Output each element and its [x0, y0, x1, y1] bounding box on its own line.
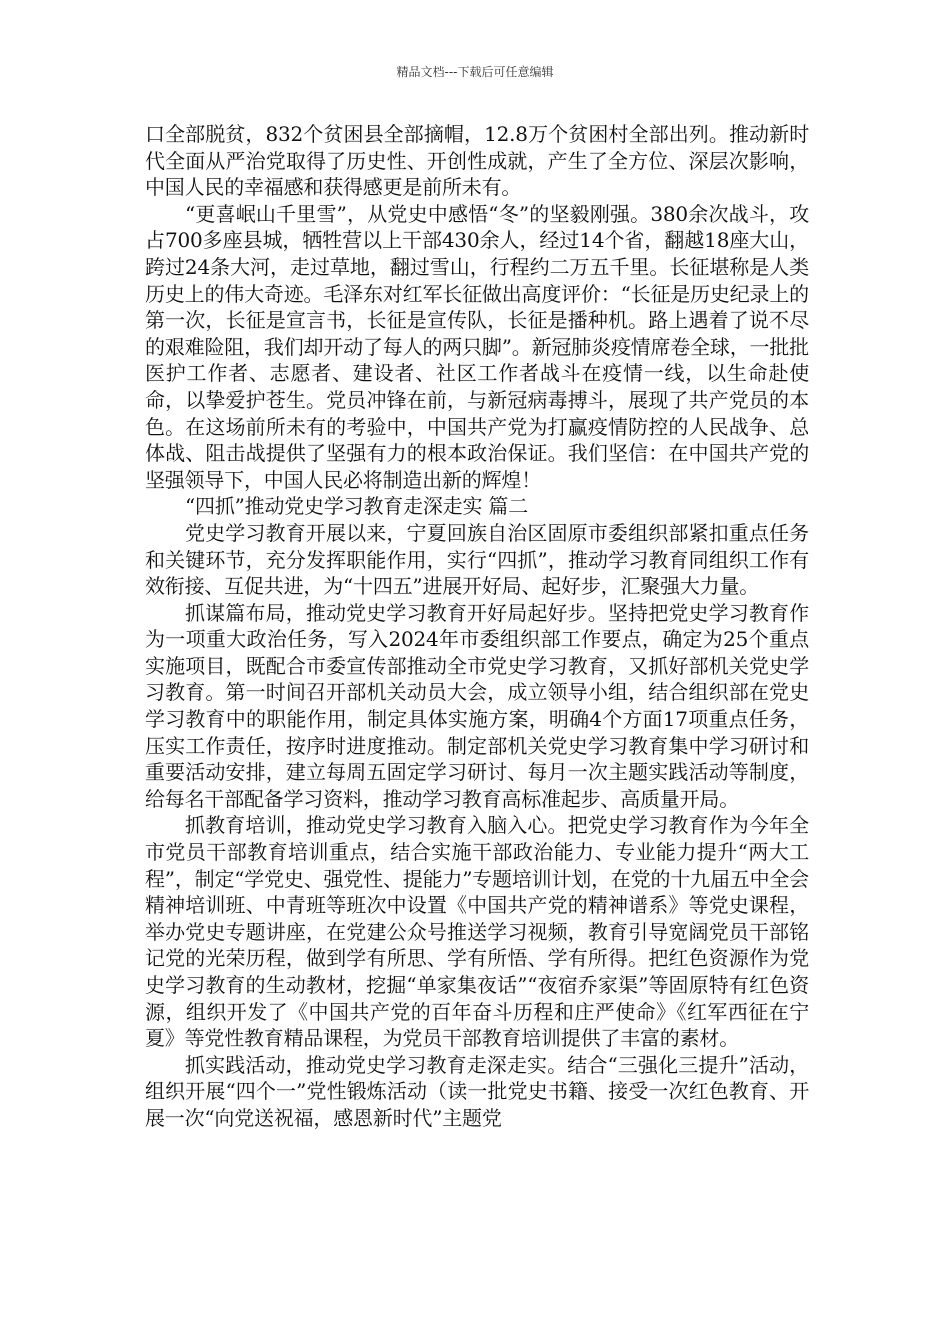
paragraph-5: 抓教育培训，推动党史学习教育入脑入心。把党史学习教育作为今年全市党员干部教育培训重点，结合实施干部政治能力、专业能力提升“两大工程”，制定“学党史、强党性、提能力”专题培训计划，在党的十九届五中全会精神培训班、中青班等班次中设置《中国共产党的精神谱系》等党史课程，举办党史专题讲座，在党建公众号推送学习视频，教育引导宽阔党员干部铭记党的光荣历程，做到学有所思、学有所悟、学有所得。把红色资源作为党史学习教育的生动教材，挖掘“单家集夜话”“夜宿乔家渠”等固原特有红色资源，组织开发了《中国共产党的百年奋斗历程和庄严使命》《红军西征在宁夏》等党性教育精品课程，为党员干部教育培训提供了丰富的素材。	[145, 813, 809, 1051]
document-body	[145, 121, 809, 1132]
paragraph-3: 党史学习教育开展以来，宁夏回族自治区固原市委组织部紧扣重点任务和关键环节，充分发挥职能作用，实行“四抓”，推动学习教育同组织工作有效衔接、互促共进，为“十四五”进展开好局、起好步，汇聚强大力量。	[145, 520, 809, 599]
paragraph-1: 口全部脱贫，832个贫困县全部摘帽，12.8万个贫困村全部出列。推动新时代全面从严治党取得了历史性、开创性成就，产生了全方位、深层次影响，中国人民的幸福感和获得感更是前所未有。	[145, 122, 809, 200]
section-heading: “四抓”推动党史学习教育走深走实 篇二	[185, 494, 529, 519]
paragraph-6: 抓实践活动，推动党史学习教育走深走实。结合“三强化三提升”活动，组织开展“四个一”党性锻炼活动（读一批党史书籍、接受一次红色教育、开展一次“向党送祝福，感恩新时代”主题党	[145, 1052, 809, 1130]
paragraph-4: 抓谋篇布局，推动党史学习教育开好局起好步。坚持把党史学习教育作为一项重大政治任务，写入2024年市委组织部工作要点，确定为25个重点实施项目，既配合市委宣传部推动全市党史学习教育，又抓好部机关党史学习教育。第一时间召开部机关动员大会，成立领导小组，结合组织部在党史学习教育中的职能作用，制定具体实施方案，明确4个方面17项重点任务，压实工作责任，按序时进度推动。制定部机关党史学习教育集中学习研讨和重要活动安排，建立每周五固定学习研讨、每月一次主题实践活动等制度，给每名干部配备学习资料，推动学习教育高标准起步、高质量开局。	[145, 600, 809, 811]
page-header: 精品文档---下载后可任意编辑	[396, 65, 554, 79]
paragraph-2: “更喜岷山千里雪”，从党史中感悟“冬”的坚毅刚强。380余次战斗，攻占700多座县城，牺牲营以上干部430余人，经过14个省，翻越18座大山，跨过24条大河，走过草地，翻过雪山，行程约二万五千里。长征堪称是人类历史上的伟大奇迹。毛泽东对红军长征做出高度评价：“长征是历史纪录上的第一次，长征是宣言书，长征是宣传队，长征是播种机。路上遇着了说不尽的艰难险阻，我们却开动了每人的两只脚”。新冠肺炎疫情席卷全球，一批批医护工作者、志愿者、建设者、社区工作者战斗在疫情一线，以生命赴使命，以挚爱护苍生。党员冲锋在前，与新冠病毒搏斗，展现了共产党员的本色。在这场前所未有的考验中，中国共产党为打赢疫情防控的人民战争、总体战、阻击战提供了坚强有力的根本政治保证。我们坚信：在中国共产党的坚强领导下，中国人民必将制造出新的辉煌！	[145, 201, 809, 492]
